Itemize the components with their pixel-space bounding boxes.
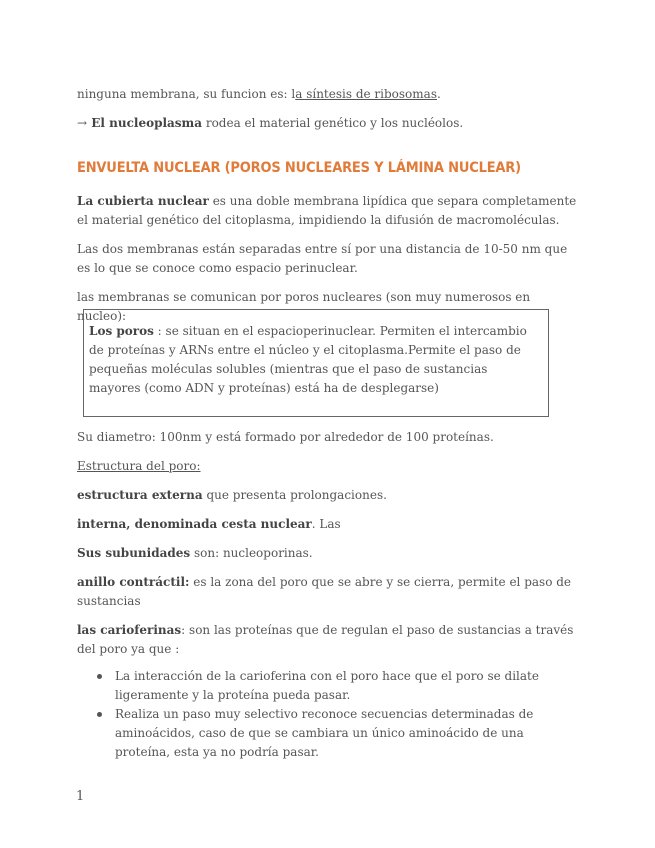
karyopherin-bullet-list (77, 667, 582, 762)
section-heading: ENVUELTA NUCLEAR (POROS NUCLEARES Y LÁMINA NUCLEAR) (77, 160, 521, 176)
list-item: Realiza un paso muy selectivo reconoce secuencias determinadas de aminoácidos, caso de que se cambiara un único aminoácido de una proteína, esta ya no podría pasar. (77, 705, 582, 762)
arrow-icon: → (77, 116, 88, 130)
paragraph-perinuclear-space: Las dos membranas están separadas entre sí por una distancia de 10-50 nm que es lo que se conoce como espacio perinuclear. (77, 242, 568, 275)
ribosome-synthesis-underlined: a síntesis de ribosomas (295, 87, 437, 101)
paragraph-nuclear-pores: las membranas se comunican por poros nucleares (son muy numerosos en nucleo): (77, 290, 531, 323)
item-external-structure: estructura externa que presenta prolongaciones. (77, 488, 387, 502)
text-line-ribosome-function: ninguna membrana, su funcion es: la síntesis de ribosomas. (77, 87, 441, 101)
item-nuclear-basket: interna, denominada cesta nuclear. Las (77, 517, 341, 531)
list-item: La interacción de la carioferina con el poro hace que el poro se dilate ligeramente y la proteína pueda pasar. (77, 667, 582, 705)
page-number: 1 (76, 789, 85, 804)
pores-callout-box: Los poros : se situan en el espacioperinuclear. Permiten el intercambio de proteínas y ARNs entre el núcleo y el citoplasma.Permite el paso de pequeñas moléculas solubles (mientras que el paso de sustancias mayores (como ADN y proteínas) está ha de desplegarse) (83, 309, 549, 417)
paragraph-pore-diameter: Su diametro: 100nm y está formado por alrededor de 100 proteínas. (77, 430, 494, 444)
item-subunits: Sus subunidades son: nucleoporinas. (77, 546, 313, 560)
bullet-dot-icon (97, 712, 102, 717)
item-karyopherins: las carioferinas: son las proteínas que de regulan el paso de sustancias a través del poro ya que : (77, 623, 574, 656)
bullet-dot-icon (97, 674, 102, 679)
item-contractile-ring: anillo contráctil: es la zona del poro que se abre y se cierra, permite el paso de sustancias (77, 575, 572, 608)
text-line-nucleoplasm: → El nucleoplasma rodea el material genético y los nucléolos. (77, 116, 464, 130)
structure-subtitle: Estructura del poro: (77, 459, 201, 473)
paragraph-nuclear-envelope: La cubierta nuclear es una doble membrana lipídica que separa completamente el material genético del citoplasma, impidiendo la difusión de macromoléculas. (77, 194, 577, 227)
